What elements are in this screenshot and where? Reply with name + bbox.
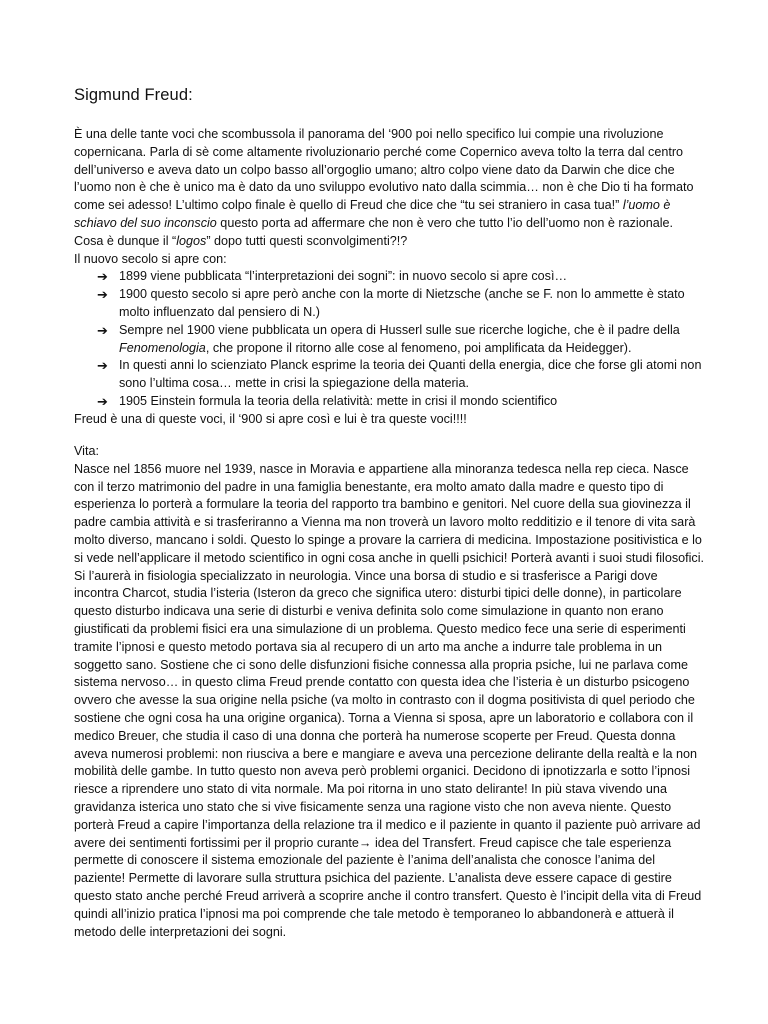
intro-text-c: questo porta ad affermare che non è vero che tutto l’io dell’uomo non è razionale. Cosa è dunque il “	[74, 215, 674, 248]
intro-text-e: ” dopo tutti questi sconvolgimenti?!?	[206, 233, 408, 248]
list-item	[74, 286, 704, 322]
list-item-text: Sempre nel 1900 viene pubblicata un opera di Husserl sulle sue ricerche logiche, che è il padre della	[119, 322, 680, 337]
list-item	[74, 322, 704, 358]
arrow-right-icon: ➔	[97, 358, 108, 374]
arrow-right-icon: ➔	[97, 322, 108, 338]
list-item-italic: Fenomenologia	[119, 340, 206, 355]
intro-section	[74, 126, 704, 429]
intro-text-d: logos	[176, 233, 207, 248]
page-title: Sigmund Freud:	[74, 86, 193, 104]
events-list	[74, 268, 704, 410]
intro-text-b: l’uomo è schiavo del suo inconscio	[74, 198, 671, 230]
vita-section	[74, 443, 704, 941]
list-item-text: 1900 questo secolo si apre però anche con la morte di Nietzsche (anche se F. non lo ammette è stato molto influenzato dal pensiero di N.)	[119, 287, 685, 319]
intro-text-a: È una delle tante voci che scombussola il panorama del ‘900 poi nello specifico lui compie una rivoluzione copernicana. Parla di sè come altamente rivoluzionario perché come Copernico aveva tolto la terra dal centro dell’universo e aveva dato un colpo basso all’orgoglio umano; altro colpo viene dato da Darwin che dice che l’uomo non è che è unico ma è dato da uno sviluppo evolutivo nato dalla scimmia… non è che Dio ti ha formato come sei adesso! L’ultimo colpo finale è quello di Freud che dice che “tu sei straniero in casa tua!”	[74, 127, 694, 213]
list-item	[74, 357, 704, 393]
list-item	[74, 268, 704, 286]
list-item-text: In questi anni lo scienziato Planck esprime la teoria dei Quanti della energia, dice che forse gli atomi non sono l’ultima cosa… mette in crisi la spiegazione della materia.	[119, 358, 702, 391]
list-item-text: 1905 Einstein formula la teoria della relatività: mette in crisi il mondo scientifico	[119, 393, 558, 408]
list-closing: Freud è una di queste voci, il ‘900 si apre così e lui è tra queste voci!!!!	[74, 411, 467, 426]
arrow-right-icon: ➔	[97, 287, 108, 303]
list-intro: Il nuovo secolo si apre con:	[74, 251, 227, 266]
arrow-right-icon: ➔	[97, 393, 108, 409]
intro-paragraph	[74, 126, 704, 251]
vita-heading: Vita:	[74, 444, 99, 458]
list-item-text: 1899 viene pubblicata “l’interpretazioni dei sogni”: in nuovo secolo si apre così…	[119, 269, 568, 284]
vita-paragraph: Nasce nel 1856 muore nel 1939, nasce in Moravia e appartiene alla minoranza tedesca nella rep cieca. Nasce con il terzo matrimonio del padre in una famiglia benestante, era molto amato dalla madre e questo tipo di esperienza lo porterà a formulare la teoria del rapporto tra bambino e genitori. Nel cuore della sua giovinezza il padre cambia attività e si trasferiranno a Vienna ma non troverà un lavoro molto redditizio e il tenore di vita sarà molto diverso, mancano i soldi. Questo lo spinge a provare la carriera di medicina. Impostazione positivistica e lo si vede nell’applicare il metodo scientifico in ogni cosa anche in quelli psichici! Porterà avanti i suoi studi filosofici. Si l’aurerà in fisiologia specializzato in neurologia. Vince una borsa di studio e si trasferisce a Parigi dove incontra Charcot, studia l’isteria (Isteron da greco che significa utero: disturbi tipici delle donne), in particolare questo disturbo indicava una serie di disturbi e veniva definita solo come simulazione in quanto non erano giustificati da problemi fisici era una simulazione di un problema. Questo medico fece una serie di esperimenti tramite l’ipnosi e questo metodo portava sia al recupero di un arto ma anche a indurre tale problema in un soggetto sano. Sostiene che ci sono delle disfunzioni fisiche connessa alla propria psiche, lui ne parlava come sistema nervoso… in questo clima Freud prende contatto con questa idea che l’isteria è un disturbo psicogeno ovvero che avesse la sua origine nella psiche (va molto in contrasto con il dogma positivista di quel periodo che sostiene che ogni cosa ha una origine organica). Torna a Vienna si sposa, apre un laboratorio e collabora con il medico Breuer, che studia il caso di una donna che porterà ha numerose scoperte per Freud. Questa donna aveva numerosi problemi: non riusciva a bere e mangiare e aveva una percezione delirante della realtà e la non mobilità delle gambe. In tutto questo non aveva però problemi organici. Decidono di ipnotizzarla e sotto l’ipnosi riesce a riprendere uno stato di vita normale. Ma poi ritorna in uno stato delirante! In più stava vivendo una gravidanza isterica uno stato che si vive fisicamente senza una ragione visto che non aveva niente. Questo porterà Freud a capire l’importanza della relazione tra il medico e il paziente in quanto il paziente può arrivare ad avere dei sentimenti fortissimi per il proprio curante→ idea del Transfert. Freud capisce che tale esperienza permette di conoscere il sistema emozionale del paziente è l’anima dell’analista che conosce l’anima del paziente! Permette di lavorare sulla struttura psichica del paziente. L’analista deve essere capace di gestire questo stato anche perché Freud arriverà a scoprire anche il contro transfert. Questo è l’incipit della vita di Freud quindi all’inizio pratica l’ipnosi ma poi comprende che tale metodo è temporaneo lo abbandonerà e attuerà il metodo delle interpretazioni dei sogni.	[74, 461, 705, 939]
list-item	[74, 393, 704, 411]
arrow-right-icon: ➔	[97, 269, 108, 285]
list-item-rest: , che propone il ritorno alle cose al fenomeno, poi amplificata da Heidegger).	[205, 340, 632, 355]
